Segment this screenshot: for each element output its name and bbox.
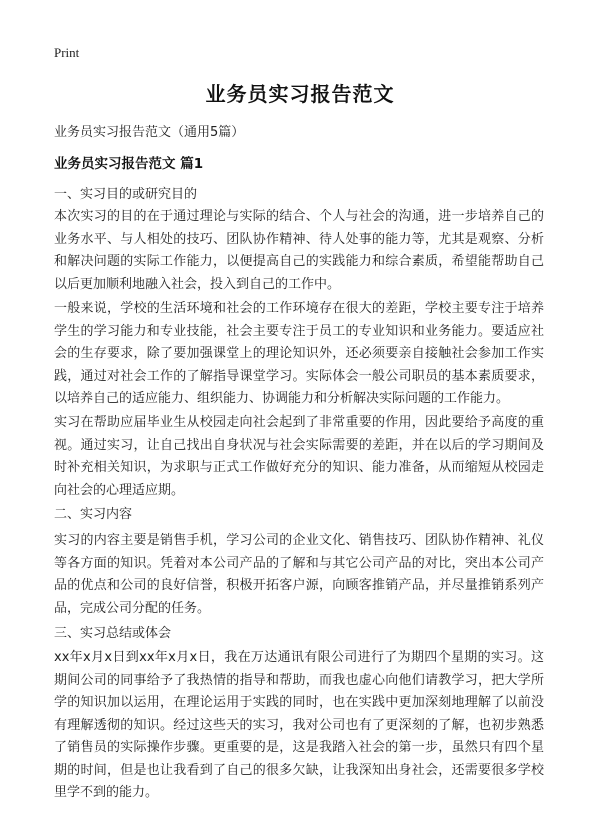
section-title: 业务员实习报告范文 篇1 [54,156,204,172]
print-link[interactable]: Print [54,45,80,60]
heading-purpose: 一、实习目的或研究目的 [54,187,198,202]
paragraph-purpose-2: 一般来说，学校的生活环境和社会的工作环境存在很大的差距，学校主要专注于培养学生的学习能力和专业技能，社会主要专注于员工的专业知识和业务能力。要适应社会的生存要求，除了要加强课堂上的理论知识外，还必须要亲自接触社会参加工作实践，通过对社会工作的了解指导课堂学习。实际体会一般公司职员的基本素质要求，以培养自己的适应能力、组织能力、协调能力和分析解决实际问题的工作能力。 [54,301,544,406]
heading-content: 二、实习内容 [54,507,133,522]
heading-summary: 三、实习总结或体会 [54,626,172,641]
paragraph-purpose-3: 实习在帮助应届毕业生从校园走向社会起到了非常重要的作用，因此要给予高度的重视。通过实习，让自己找出自身状况与社会实际需要的差距，并在以后的学习期间及时补充相关知识，为求职与正式工作做好充分的知识、能力准备，从而缩短从校园走向社会的心理适应期。 [54,415,544,498]
paragraph-purpose-1: 本次实习的目的在于通过理论与实际的结合、个人与社会的沟通，进一步培养自己的业务水平、与人相处的技巧、团队协作精神、待人处事的能力等，尤其是观察、分析和解决问题的实际工作能力，以便提高自己的实践能力和综合素质，希望能帮助自己以后更加顺利地融入社会，投入到自己的工作中。 [54,209,544,292]
paragraph-content: 实习的内容主要是销售手机，学习公司的企业文化、销售技巧、团队协作精神、礼仪等各方面的知识。凭着对本公司产品的了解和与其它公司产品的对比，突出本公司产品的优点和公司的良好信誉，积极开拓客户源，向顾客推销产品，并尽量推销系列产品，完成公司分配的任务。 [54,533,544,616]
document-subtitle: 业务员实习报告范文（通用5篇） [54,125,245,140]
document-title: 业务员实习报告范文 [205,82,395,106]
paragraph-summary: xx年x月x日到xx年x月x日，我在万达通讯有限公司进行了为期四个星期的实习。这期间公司的同事给予了我热情的指导和帮助，而我也虚心向他们请教学习，把大学所学的知识加以运用，在理论运用于实践的同时，也在实践中更加深刻地理解了以前没有理解透彻的知识。经过这些天的实习，我对公司也有了更深刻的了解，也初步熟悉了销售员的实际操作步骤。更重要的是，这是我踏入社会的第一步，虽然只有四个星期的时间，但是也让我看到了自己的很多欠缺，让我深知出身社会，还需要很多学校里学不到的能力。 [54,650,544,800]
